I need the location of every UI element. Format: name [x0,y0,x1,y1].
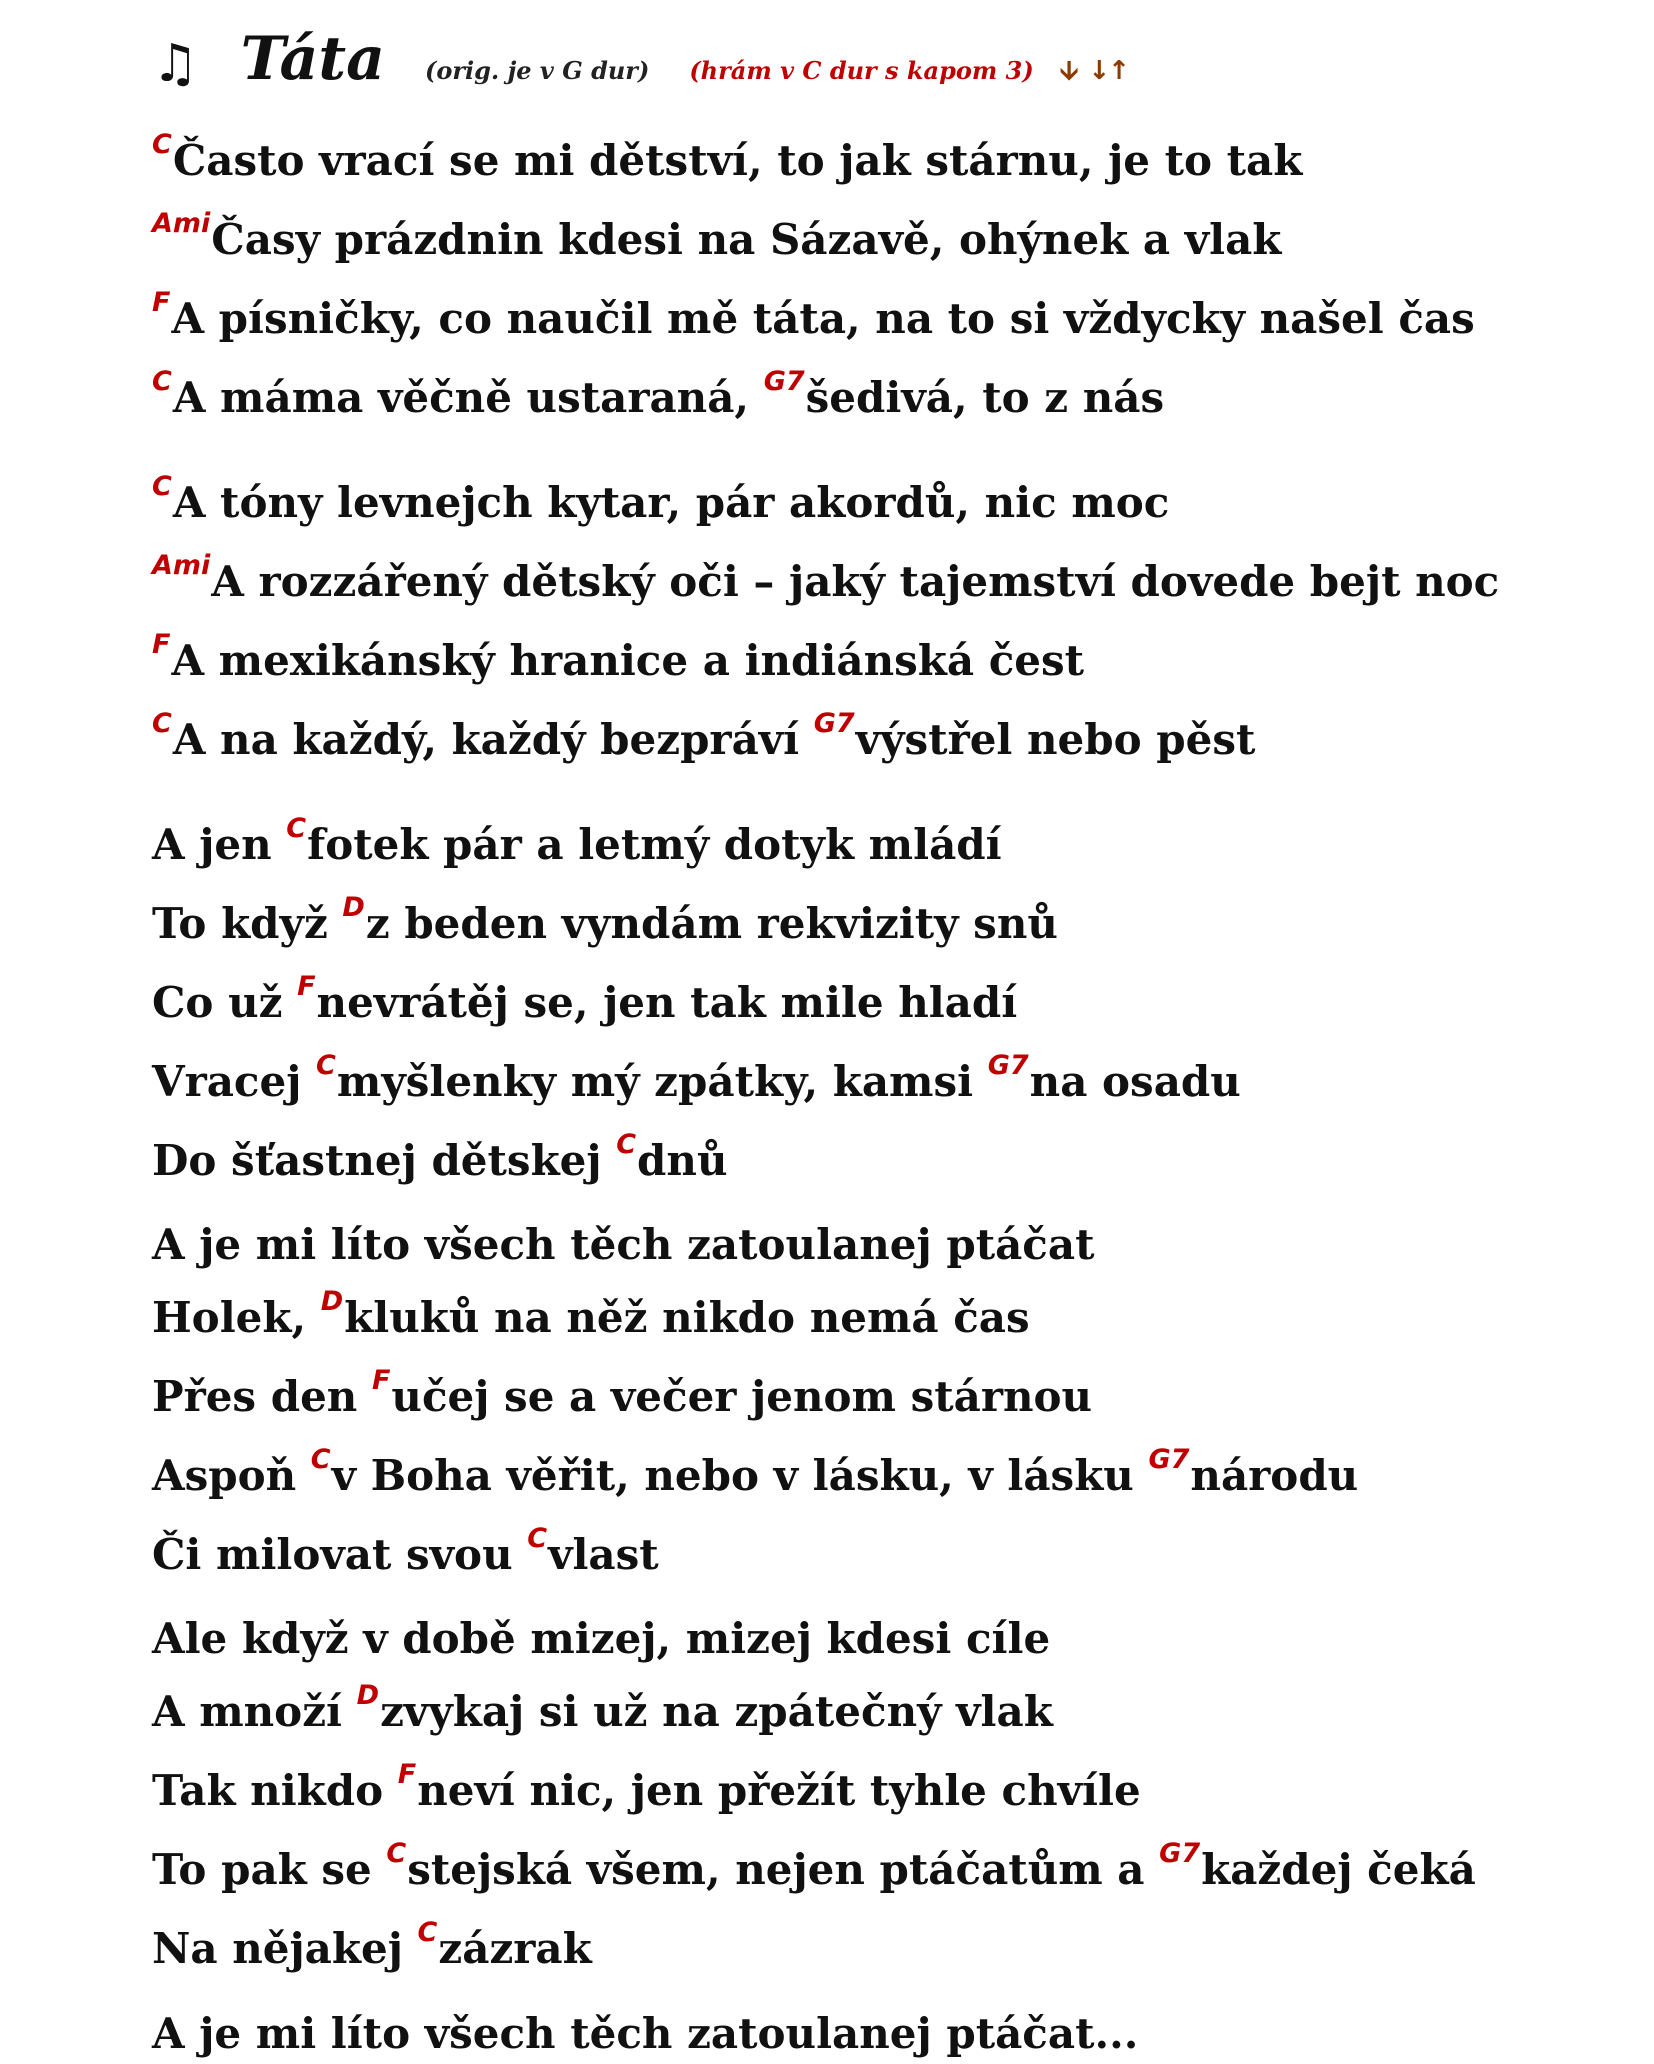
lyric-text: Vracej [152,1057,317,1106]
chord-label[interactable]: G7 [813,708,855,739]
lyric-line [152,1050,1241,1106]
lyric-text: A písničky, co naučil mě táta, na to si vždycky našel čas [171,294,1475,343]
chord-label[interactable]: D [342,892,365,923]
lyric-text: národu [1190,1451,1359,1500]
chord-label[interactable]: C [316,1050,336,1081]
chord-label[interactable]: G7 [987,1050,1029,1081]
lyric-text: Co už [152,978,298,1027]
chord-label[interactable]: C [152,708,172,739]
chord-label[interactable]: C [616,1129,637,1160]
lyric-text: A je mi líto všech těch zatoulanej ptáčat... [152,2009,1139,2058]
lyric-line [152,971,1018,1027]
lyric-text: A na každý, každý bezpráví [172,715,814,764]
lyric-line [152,1680,1053,1736]
chord-label[interactable]: F [397,1759,417,1790]
lyric-text: A tóny levnejch kytar, pár akordů, nic moc [172,478,1170,527]
lyric-line [152,1759,1141,1815]
chord-label[interactable]: C [286,813,307,844]
lyric-text: Často vrací se mi dětství, to jak stárnu, je to tak [172,136,1303,185]
lyric-text: Ale když v době mizej, mizej kdesi cíle [152,1614,1051,1663]
lyric-text: A jen [152,820,287,869]
lyric-line [152,550,1500,606]
lyric-text: A množí [152,1687,357,1736]
song-title: Táta [240,24,385,94]
lyric-line [152,1917,592,1973]
lyric-line [152,471,1170,527]
lyric-text: zvykaj si už na zpátečný vlak [380,1687,1053,1736]
lyric-text: Na nějakej [152,1924,418,1973]
lyric-line [152,1129,728,1185]
lyric-text: šedivá, to z nás [805,373,1165,422]
lyric-line [152,2009,1139,2058]
lyric-text: výstřel nebo pěst [855,715,1256,764]
chord-label[interactable]: C [152,129,172,160]
lyric-text: v Boha věřit, nebo v lásku, v lásku [331,1451,1149,1500]
lyric-line [152,208,1282,264]
chord-label[interactable]: D [356,1680,380,1711]
lyric-text: Přes den [152,1372,372,1421]
lyric-line [152,1614,1051,1663]
chord-label[interactable]: C [152,471,172,502]
lyric-text: Tak nikdo [152,1766,398,1815]
chord-label[interactable]: C [152,366,172,397]
lyric-text: To když [152,899,343,948]
chord-label[interactable]: Ami [152,550,211,581]
song-header [152,24,1128,104]
lyric-text: To pak se [152,1845,387,1894]
chord-label[interactable]: Ami [152,208,211,239]
original-key-note: (orig. je v G dur) [425,56,650,85]
lyric-line [152,1286,1030,1342]
chord-label[interactable]: F [371,1365,391,1396]
lyric-text: Holek, [152,1293,321,1342]
lyric-text: Či milovat svou [152,1530,528,1579]
lyric-text: kluků na něž nikdo nemá čas [344,1293,1030,1342]
chord-label[interactable]: F [152,287,171,318]
lyric-text: Aspoň [152,1451,311,1500]
lyric-text: neví nic, jen přežít tyhle chvíle [417,1766,1141,1815]
chord-label[interactable]: D [320,1286,344,1317]
chord-label[interactable]: G7 [1159,1838,1201,1869]
lyric-text: dnů [637,1136,728,1185]
chord-label[interactable]: C [417,1917,438,1948]
chord-label[interactable]: C [386,1838,407,1869]
lyric-text: fotek pár a letmý dotyk mládí [307,820,1002,869]
chord-label[interactable]: G7 [1148,1444,1190,1475]
lyric-text: Do šťastnej dětskej [152,1136,617,1185]
lyric-line [152,1523,659,1579]
lyric-text: na osadu [1029,1057,1241,1106]
lyric-text: nevrátěj se, jen tak mile hladí [316,978,1018,1027]
lyric-text: stejská všem, nejen ptáčatům a [407,1845,1160,1894]
lyric-line [152,708,1256,764]
lyric-text: zázrak [438,1924,592,1973]
lyric-line [152,287,1475,343]
lyric-text: A je mi líto všech těch zatoulanej ptáčat [152,1220,1095,1269]
lyric-line [152,892,1058,948]
lyric-text: učej se a večer jenom stárnou [391,1372,1093,1421]
lyric-line [152,1444,1359,1500]
chord-label[interactable]: F [297,971,316,1002]
lyric-line [152,813,1002,869]
chord-label[interactable]: F [152,629,171,660]
lyric-text: z beden vyndám rekvizity snů [365,899,1058,948]
lyric-line [152,129,1303,185]
transpose-down-icon[interactable]: 🡫 [1059,56,1079,86]
lyric-line [152,1220,1095,1269]
capo-key-note: (hrám v C dur s kapom 3) [689,56,1034,85]
lyric-text: A máma věčně ustaraná, [172,373,764,422]
lyric-text: A rozzářený dětský oči – jaký tajemství dovede bejt noc [211,557,1500,606]
transpose-up-down-icon[interactable]: ↓↑ [1088,56,1128,86]
lyric-text: každej čeká [1201,1845,1476,1894]
lyric-line [152,1365,1093,1421]
lyric-text: A mexikánský hranice a indiánská čest [171,636,1085,685]
lyric-text: vlast [548,1530,659,1579]
chord-label[interactable]: C [527,1523,548,1554]
lyric-line [152,629,1085,685]
lyric-text: Časy prázdnin kdesi na Sázavě, ohýnek a vlak [211,215,1282,264]
lyric-line [152,1838,1476,1894]
chord-label[interactable]: C [310,1444,331,1475]
chord-label[interactable]: G7 [763,366,805,397]
lyric-text: myšlenky mý zpátky, kamsi [336,1057,988,1106]
lyric-line [152,366,1165,422]
musical-note-icon: ♫ [152,34,199,94]
